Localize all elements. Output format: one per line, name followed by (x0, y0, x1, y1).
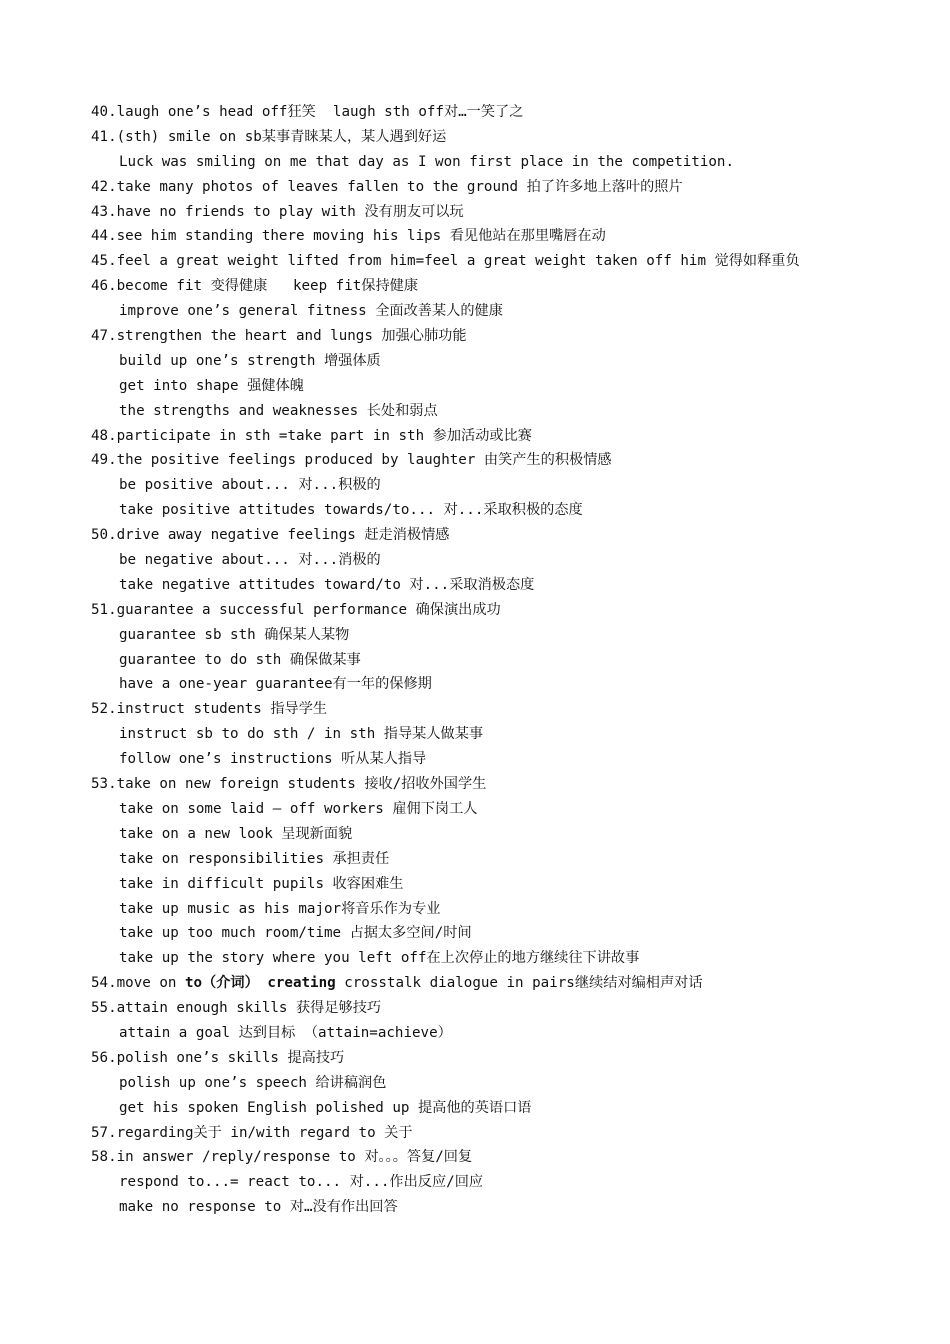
phrase-subline (0, 349, 950, 374)
phrase-text: crosstalk dialogue in pairs继续结对编相声对话 (335, 975, 703, 992)
phrase-subline (0, 648, 950, 673)
phrase-text: take on new foreign students 接收/招收外国学生 (116, 776, 487, 793)
phrase-text: move on (116, 975, 185, 992)
entry-number: 56. (91, 1049, 117, 1066)
phrase-entry (0, 448, 950, 473)
phrase-text: guarantee a successful performance 确保演出成功 (116, 601, 501, 618)
phrase-text: guarantee sb sth 确保某人某物 (119, 626, 350, 643)
entry-number: 45. (91, 253, 117, 270)
phrase-entry (0, 1046, 950, 1071)
phrase-text: drive away negative feelings 赶走消极情感 (116, 527, 450, 544)
phrase-text: take negative attitudes toward/to 对...采取消极态度 (119, 576, 535, 593)
phrase-subline (0, 1170, 950, 1195)
entry-number: 52. (91, 701, 117, 718)
phrase-text: polish one’s skills 提高技巧 (116, 1049, 345, 1066)
phrase-subline (0, 150, 950, 175)
entry-number: 49. (91, 452, 117, 469)
phrase-subline (0, 548, 950, 573)
phrase-text: the positive feelings produced by laughter 由笑产生的积极情感 (116, 452, 612, 469)
phrase-text: guarantee to do sth 确保做某事 (119, 651, 361, 668)
phrase-text: become fit 变得健康 keep fit保持健康 (116, 278, 419, 295)
phrase-text: have a one-year guarantee有一年的保修期 (119, 676, 432, 693)
entry-number: 57. (91, 1124, 117, 1141)
phrase-subline (0, 822, 950, 847)
phrase-entry (0, 424, 950, 449)
phrase-text: be positive about... 对...积极的 (119, 477, 381, 494)
phrase-subline (0, 1195, 950, 1220)
entry-number: 51. (91, 601, 117, 618)
phrase-text: attain enough skills 获得足够技巧 (116, 1000, 382, 1017)
phrase-entry (0, 249, 950, 274)
entry-number: 41. (91, 128, 117, 145)
phrase-entry (0, 175, 950, 200)
phrase-entry (0, 996, 950, 1021)
entry-number: 55. (91, 1000, 117, 1017)
entry-number: 43. (91, 203, 117, 220)
phrase-subline (0, 672, 950, 697)
entry-number: 54. (91, 975, 117, 992)
phrase-text: regarding关于 in/with regard to 关于 (116, 1124, 413, 1141)
phrase-text: take on a new look 呈现新面貌 (119, 825, 353, 842)
entry-number: 47. (91, 328, 117, 345)
phrase-subline (0, 399, 950, 424)
phrase-text: take positive attitudes towards/to... 对...采取积极的态度 (119, 502, 583, 519)
phrase-text: attain a goal 达到目标 （attain=achieve） (119, 1024, 452, 1041)
phrase-text: the strengths and weaknesses 长处和弱点 (119, 402, 438, 419)
phrase-subline (0, 872, 950, 897)
phrase-text: improve one’s general fitness 全面改善某人的健康 (119, 303, 503, 320)
phrase-entry (0, 1145, 950, 1170)
phrase-subline (0, 897, 950, 922)
phrase-text: strengthen the heart and lungs 加强心肺功能 (116, 328, 467, 345)
phrase-entry (0, 100, 950, 125)
entry-number: 46. (91, 278, 117, 295)
phrase-text: respond to...= react to... 对...作出反应/回应 (119, 1174, 484, 1191)
entry-number: 53. (91, 776, 117, 793)
phrase-text: get his spoken English polished up 提高他的英语口语 (119, 1099, 532, 1116)
phrase-text: polish up one’s speech 给讲稿润色 (119, 1074, 387, 1091)
phrase-subline (0, 847, 950, 872)
phrase-subline (0, 1021, 950, 1046)
phrase-text: take many photos of leaves fallen to the ground 拍了许多地上落叶的照片 (116, 178, 683, 195)
entry-number: 58. (91, 1149, 117, 1166)
phrase-text: make no response to 对…没有作出回答 (119, 1199, 398, 1216)
phrase-entry (0, 224, 950, 249)
phrase-text: take in difficult pupils 收容困难生 (119, 875, 404, 892)
phrase-text: take on some laid – off workers 雇佣下岗工人 (119, 800, 478, 817)
document-page (0, 100, 950, 1220)
phrase-subline (0, 722, 950, 747)
phrase-entry (0, 772, 950, 797)
phrase-text: have no friends to play with 没有朋友可以玩 (116, 203, 464, 220)
phrase-entry (0, 200, 950, 225)
phrase-subline (0, 473, 950, 498)
phrase-subline (0, 946, 950, 971)
phrase-text: take up music as his major将音乐作为专业 (119, 900, 441, 917)
entry-number: 44. (91, 228, 117, 245)
phrase-subline (0, 1096, 950, 1121)
phrase-text: in answer /reply/response to 对。。。答复/回复 (116, 1149, 473, 1166)
phrase-subline (0, 921, 950, 946)
phrase-subline (0, 374, 950, 399)
phrase-text: Luck was smiling on me that day as I won first place in the competition. (119, 153, 734, 170)
entry-number: 50. (91, 527, 117, 544)
phrase-text: participate in sth =take part in sth 参加活动或比赛 (116, 427, 532, 444)
phrase-text: take up the story where you left off在上次停止的地方继续往下讲故事 (119, 950, 640, 967)
phrase-subline (0, 623, 950, 648)
phrase-text: take up too much room/time 占据太多空间/时间 (119, 925, 472, 942)
phrase-text: laugh one’s head off狂笑 laugh sth off对…一笑了之 (116, 104, 524, 120)
phrase-subline (0, 498, 950, 523)
phrase-text: build up one’s strength 增强体质 (119, 352, 381, 369)
phrase-text: instruct sb to do sth / in sth 指导某人做某事 (119, 726, 484, 743)
phrase-text: feel a great weight lifted from him=feel a great weight taken off him 觉得如释重负 (116, 253, 800, 270)
phrase-entry (0, 1121, 950, 1146)
phrase-entry (0, 697, 950, 722)
entry-number: 48. (91, 427, 117, 444)
phrase-text-bold: to（介词） creating (184, 975, 336, 992)
phrase-subline (0, 299, 950, 324)
phrase-text: get into shape 强健体魄 (119, 377, 304, 394)
phrase-text: (sth) smile on sb某事青睐某人，某人遇到好运 (116, 128, 447, 145)
entry-number: 40. (91, 104, 117, 120)
phrase-text: take on responsibilities 承担责任 (119, 850, 390, 867)
phrase-entry (0, 125, 950, 150)
phrase-entry (0, 598, 950, 623)
phrase-text: be negative about... 对...消极的 (119, 552, 381, 569)
phrase-text: follow one’s instructions 听从某人指导 (119, 751, 427, 768)
phrase-subline (0, 747, 950, 772)
phrase-entry (0, 274, 950, 299)
phrase-subline (0, 797, 950, 822)
phrase-entry (0, 971, 950, 996)
phrase-text: see him standing there moving his lips 看见他站在那里嘴唇在动 (116, 228, 606, 245)
phrase-text: instruct students 指导学生 (116, 701, 328, 718)
entry-number: 42. (91, 178, 117, 195)
phrase-entry (0, 523, 950, 548)
phrase-entry (0, 324, 950, 349)
phrase-subline (0, 1071, 950, 1096)
phrase-subline (0, 573, 950, 598)
